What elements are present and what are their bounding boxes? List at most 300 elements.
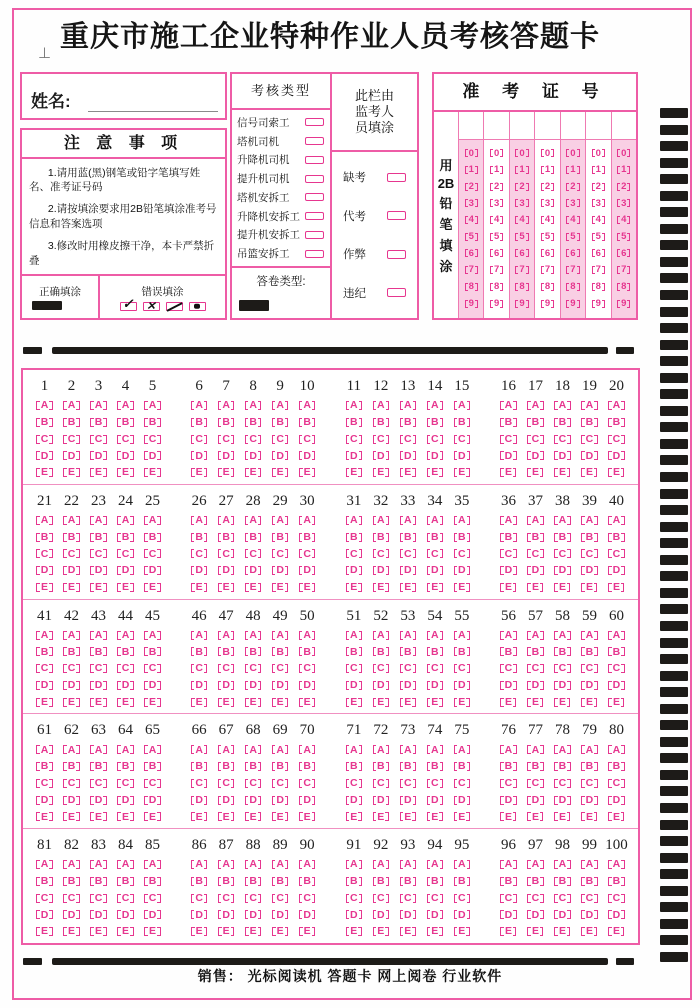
answer-bubble[interactable] <box>500 761 517 772</box>
answer-bubble[interactable] <box>346 467 362 478</box>
answer-bubble[interactable] <box>63 761 80 772</box>
name-input-line[interactable] <box>88 111 218 112</box>
answer-bubble[interactable] <box>191 565 208 576</box>
digit-bubble[interactable] <box>490 165 503 175</box>
answer-bubble[interactable] <box>191 532 208 543</box>
answer-bubble[interactable] <box>454 582 470 593</box>
answer-bubble[interactable] <box>191 549 208 560</box>
answer-bubble[interactable] <box>608 647 625 658</box>
digit-bubble[interactable] <box>541 299 554 309</box>
answer-bubble[interactable] <box>427 400 444 411</box>
answer-bubble[interactable] <box>427 647 444 658</box>
answer-bubble[interactable] <box>608 434 625 445</box>
answer-bubble[interactable] <box>218 761 235 772</box>
answer-bubble[interactable] <box>608 778 625 789</box>
answer-bubble[interactable] <box>608 582 624 593</box>
answer-bubble[interactable] <box>581 565 598 576</box>
answer-bubble[interactable] <box>454 663 471 674</box>
answer-bubble[interactable] <box>454 647 471 658</box>
answer-bubble[interactable] <box>272 795 289 806</box>
digit-bubble[interactable] <box>490 282 503 292</box>
digit-bubble[interactable] <box>566 165 579 175</box>
answer-bubble[interactable] <box>90 795 107 806</box>
digit-bubble[interactable] <box>490 215 503 225</box>
answer-bubble[interactable] <box>500 910 517 921</box>
answer-bubble[interactable] <box>90 893 107 904</box>
answer-bubble[interactable] <box>554 680 571 691</box>
answer-bubble[interactable] <box>144 876 161 887</box>
answer-bubble[interactable] <box>527 745 544 756</box>
admission-write-cell[interactable] <box>612 112 636 140</box>
answer-bubble[interactable] <box>191 697 207 708</box>
answer-bubble[interactable] <box>608 926 624 937</box>
answer-bubble[interactable] <box>144 565 161 576</box>
answer-bubble[interactable] <box>608 910 625 921</box>
answer-bubble[interactable] <box>454 761 471 772</box>
answer-bubble[interactable] <box>454 778 471 789</box>
answer-bubble[interactable] <box>554 467 570 478</box>
answer-bubble[interactable] <box>581 893 598 904</box>
digit-bubble[interactable] <box>541 215 554 225</box>
answer-bubble[interactable] <box>144 467 160 478</box>
answer-bubble[interactable] <box>191 663 208 674</box>
answer-bubble[interactable] <box>218 515 235 526</box>
answer-bubble[interactable] <box>400 582 416 593</box>
answer-bubble[interactable] <box>373 926 389 937</box>
answer-bubble[interactable] <box>117 893 134 904</box>
answer-bubble[interactable] <box>427 910 444 921</box>
digit-bubble[interactable] <box>541 265 554 275</box>
answer-bubble[interactable] <box>218 451 235 462</box>
digit-bubble[interactable] <box>541 282 554 292</box>
answer-bubble[interactable] <box>117 451 134 462</box>
answer-bubble[interactable] <box>218 663 235 674</box>
answer-bubble[interactable] <box>427 582 443 593</box>
answer-bubble[interactable] <box>245 630 262 641</box>
answer-bubble[interactable] <box>36 795 53 806</box>
answer-bubble[interactable] <box>191 910 208 921</box>
answer-bubble[interactable] <box>90 549 107 560</box>
answer-bubble[interactable] <box>36 778 53 789</box>
answer-bubble[interactable] <box>144 795 161 806</box>
digit-bubble[interactable] <box>465 182 478 192</box>
answer-bubble[interactable] <box>500 893 517 904</box>
answer-bubble[interactable] <box>63 565 80 576</box>
answer-bubble[interactable] <box>245 532 262 543</box>
answer-bubble[interactable] <box>191 400 208 411</box>
answer-bubble[interactable] <box>400 778 417 789</box>
answer-bubble[interactable] <box>400 400 417 411</box>
answer-bubble[interactable] <box>454 417 471 428</box>
answer-bubble[interactable] <box>272 778 289 789</box>
answer-bubble[interactable] <box>400 532 417 543</box>
digit-bubble[interactable] <box>566 232 579 242</box>
answer-bubble[interactable] <box>608 680 625 691</box>
answer-bubble[interactable] <box>191 812 207 823</box>
answer-bubble[interactable] <box>117 812 133 823</box>
answer-bubble[interactable] <box>554 451 571 462</box>
answer-bubble[interactable] <box>581 663 598 674</box>
answer-bubble[interactable] <box>346 532 363 543</box>
answer-bubble[interactable] <box>527 630 544 641</box>
answer-bubble[interactable] <box>608 859 625 870</box>
answer-bubble[interactable] <box>272 400 289 411</box>
answer-bubble[interactable] <box>500 549 517 560</box>
answer-bubble[interactable] <box>299 549 316 560</box>
answer-bubble[interactable] <box>500 532 517 543</box>
answer-bubble[interactable] <box>36 582 52 593</box>
answer-bubble[interactable] <box>90 745 107 756</box>
answer-bubble[interactable] <box>346 663 363 674</box>
answer-bubble[interactable] <box>373 697 389 708</box>
proctor-bubble[interactable] <box>387 288 406 297</box>
answer-bubble[interactable] <box>272 663 289 674</box>
digit-bubble[interactable] <box>617 199 630 209</box>
answer-bubble[interactable] <box>191 926 207 937</box>
answer-bubble[interactable] <box>554 812 570 823</box>
admission-write-cell[interactable] <box>510 112 534 140</box>
answer-bubble[interactable] <box>299 434 316 445</box>
answer-bubble[interactable] <box>117 549 134 560</box>
answer-bubble[interactable] <box>272 859 289 870</box>
answer-bubble[interactable] <box>500 647 517 658</box>
answer-bubble[interactable] <box>299 400 316 411</box>
answer-bubble[interactable] <box>299 795 316 806</box>
answer-bubble[interactable] <box>554 515 571 526</box>
answer-bubble[interactable] <box>245 761 262 772</box>
answer-bubble[interactable] <box>373 467 389 478</box>
digit-bubble[interactable] <box>566 265 579 275</box>
answer-bubble[interactable] <box>63 910 80 921</box>
answer-bubble[interactable] <box>427 451 444 462</box>
digit-bubble[interactable] <box>541 249 554 259</box>
answer-bubble[interactable] <box>63 680 80 691</box>
answer-bubble[interactable] <box>608 795 625 806</box>
answer-bubble[interactable] <box>144 778 161 789</box>
answer-bubble[interactable] <box>63 893 80 904</box>
answer-bubble[interactable] <box>500 515 517 526</box>
digit-bubble[interactable] <box>490 199 503 209</box>
digit-bubble[interactable] <box>592 149 605 159</box>
answer-bubble[interactable] <box>427 680 444 691</box>
answer-bubble[interactable] <box>36 926 52 937</box>
answer-bubble[interactable] <box>245 467 261 478</box>
answer-bubble[interactable] <box>500 812 516 823</box>
answer-bubble[interactable] <box>90 876 107 887</box>
answer-bubble[interactable] <box>218 697 234 708</box>
answer-bubble[interactable] <box>608 745 625 756</box>
answer-bubble[interactable] <box>454 565 471 576</box>
answer-bubble[interactable] <box>245 647 262 658</box>
answer-bubble[interactable] <box>527 515 544 526</box>
answer-bubble[interactable] <box>346 697 362 708</box>
exam-type-bubble[interactable] <box>305 250 324 258</box>
answer-bubble[interactable] <box>346 893 363 904</box>
answer-bubble[interactable] <box>218 565 235 576</box>
digit-bubble[interactable] <box>541 182 554 192</box>
answer-bubble[interactable] <box>581 400 598 411</box>
answer-bubble[interactable] <box>373 876 390 887</box>
answer-bubble[interactable] <box>527 680 544 691</box>
answer-bubble[interactable] <box>346 859 363 870</box>
answer-bubble[interactable] <box>299 663 316 674</box>
answer-bubble[interactable] <box>218 745 235 756</box>
answer-bubble[interactable] <box>272 582 288 593</box>
answer-bubble[interactable] <box>373 745 390 756</box>
answer-bubble[interactable] <box>144 417 161 428</box>
answer-bubble[interactable] <box>581 680 598 691</box>
answer-bubble[interactable] <box>400 515 417 526</box>
answer-bubble[interactable] <box>454 680 471 691</box>
answer-bubble[interactable] <box>527 795 544 806</box>
digit-bubble[interactable] <box>515 265 528 275</box>
answer-bubble[interactable] <box>554 697 570 708</box>
answer-bubble[interactable] <box>346 910 363 921</box>
answer-bubble[interactable] <box>299 859 316 870</box>
answer-bubble[interactable] <box>500 697 516 708</box>
answer-bubble[interactable] <box>373 795 390 806</box>
digit-bubble[interactable] <box>490 299 503 309</box>
answer-bubble[interactable] <box>527 926 543 937</box>
answer-bubble[interactable] <box>608 565 625 576</box>
answer-bubble[interactable] <box>272 910 289 921</box>
answer-bubble[interactable] <box>427 663 444 674</box>
answer-bubble[interactable] <box>36 434 53 445</box>
answer-bubble[interactable] <box>191 582 207 593</box>
answer-bubble[interactable] <box>218 417 235 428</box>
answer-bubble[interactable] <box>245 549 262 560</box>
answer-bubble[interactable] <box>527 565 544 576</box>
answer-bubble[interactable] <box>90 630 107 641</box>
answer-bubble[interactable] <box>299 812 315 823</box>
answer-bubble[interactable] <box>191 745 208 756</box>
digit-bubble[interactable] <box>566 299 579 309</box>
exam-type-bubble[interactable] <box>305 175 324 183</box>
answer-bubble[interactable] <box>346 565 363 576</box>
answer-bubble[interactable] <box>346 434 363 445</box>
answer-bubble[interactable] <box>245 565 262 576</box>
answer-bubble[interactable] <box>427 515 444 526</box>
answer-bubble[interactable] <box>427 630 444 641</box>
digit-bubble[interactable] <box>592 282 605 292</box>
answer-bubble[interactable] <box>299 761 316 772</box>
answer-bubble[interactable] <box>373 859 390 870</box>
answer-bubble[interactable] <box>117 926 133 937</box>
answer-bubble[interactable] <box>218 795 235 806</box>
answer-bubble[interactable] <box>90 778 107 789</box>
answer-bubble[interactable] <box>63 778 80 789</box>
answer-bubble[interactable] <box>500 630 517 641</box>
answer-bubble[interactable] <box>90 812 106 823</box>
answer-bubble[interactable] <box>373 549 390 560</box>
answer-bubble[interactable] <box>400 549 417 560</box>
answer-bubble[interactable] <box>581 582 597 593</box>
digit-bubble[interactable] <box>592 182 605 192</box>
answer-bubble[interactable] <box>346 745 363 756</box>
digit-bubble[interactable] <box>617 282 630 292</box>
digit-bubble[interactable] <box>592 165 605 175</box>
exam-type-bubble[interactable] <box>305 137 324 145</box>
answer-bubble[interactable] <box>427 417 444 428</box>
digit-bubble[interactable] <box>490 265 503 275</box>
answer-bubble[interactable] <box>527 778 544 789</box>
answer-bubble[interactable] <box>500 745 517 756</box>
digit-bubble[interactable] <box>566 282 579 292</box>
digit-bubble[interactable] <box>592 215 605 225</box>
answer-bubble[interactable] <box>400 910 417 921</box>
answer-bubble[interactable] <box>454 630 471 641</box>
answer-bubble[interactable] <box>90 565 107 576</box>
answer-bubble[interactable] <box>427 859 444 870</box>
admission-write-cell[interactable] <box>459 112 483 140</box>
answer-bubble[interactable] <box>427 761 444 772</box>
answer-bubble[interactable] <box>373 812 389 823</box>
answer-bubble[interactable] <box>117 680 134 691</box>
answer-bubble[interactable] <box>608 630 625 641</box>
answer-bubble[interactable] <box>527 417 544 428</box>
answer-bubble[interactable] <box>144 434 161 445</box>
answer-bubble[interactable] <box>245 663 262 674</box>
answer-bubble[interactable] <box>36 417 53 428</box>
answer-bubble[interactable] <box>554 532 571 543</box>
answer-bubble[interactable] <box>90 582 106 593</box>
answer-bubble[interactable] <box>500 926 516 937</box>
answer-bubble[interactable] <box>500 434 517 445</box>
answer-bubble[interactable] <box>144 582 160 593</box>
answer-bubble[interactable] <box>554 630 571 641</box>
answer-bubble[interactable] <box>554 647 571 658</box>
proctor-bubble[interactable] <box>387 250 406 259</box>
answer-bubble[interactable] <box>346 926 362 937</box>
answer-bubble[interactable] <box>63 532 80 543</box>
answer-bubble[interactable] <box>454 926 470 937</box>
digit-bubble[interactable] <box>617 265 630 275</box>
answer-bubble[interactable] <box>400 761 417 772</box>
digit-bubble[interactable] <box>541 149 554 159</box>
answer-bubble[interactable] <box>218 467 234 478</box>
digit-bubble[interactable] <box>592 249 605 259</box>
admission-write-cell[interactable] <box>586 112 610 140</box>
answer-bubble[interactable] <box>245 795 262 806</box>
answer-bubble[interactable] <box>608 876 625 887</box>
answer-bubble[interactable] <box>36 812 52 823</box>
answer-bubble[interactable] <box>299 532 316 543</box>
digit-bubble[interactable] <box>465 149 478 159</box>
answer-bubble[interactable] <box>63 582 79 593</box>
answer-bubble[interactable] <box>245 400 262 411</box>
answer-bubble[interactable] <box>373 515 390 526</box>
answer-bubble[interactable] <box>527 582 543 593</box>
digit-bubble[interactable] <box>465 265 478 275</box>
answer-bubble[interactable] <box>554 859 571 870</box>
answer-bubble[interactable] <box>63 549 80 560</box>
answer-bubble[interactable] <box>245 859 262 870</box>
answer-bubble[interactable] <box>191 434 208 445</box>
answer-bubble[interactable] <box>191 680 208 691</box>
answer-bubble[interactable] <box>346 812 362 823</box>
answer-bubble[interactable] <box>218 582 234 593</box>
answer-bubble[interactable] <box>454 532 471 543</box>
answer-bubble[interactable] <box>63 400 80 411</box>
answer-bubble[interactable] <box>400 565 417 576</box>
answer-bubble[interactable] <box>373 680 390 691</box>
answer-bubble[interactable] <box>608 663 625 674</box>
answer-bubble[interactable] <box>299 893 316 904</box>
answer-bubble[interactable] <box>36 893 53 904</box>
exam-type-bubble[interactable] <box>305 193 324 201</box>
digit-bubble[interactable] <box>592 232 605 242</box>
answer-bubble[interactable] <box>346 795 363 806</box>
answer-bubble[interactable] <box>581 549 598 560</box>
answer-bubble[interactable] <box>218 400 235 411</box>
answer-bubble[interactable] <box>272 697 288 708</box>
answer-bubble[interactable] <box>454 697 470 708</box>
answer-bubble[interactable] <box>245 893 262 904</box>
answer-bubble[interactable] <box>373 434 390 445</box>
answer-bubble[interactable] <box>245 778 262 789</box>
digit-bubble[interactable] <box>592 265 605 275</box>
answer-bubble[interactable] <box>500 565 517 576</box>
answer-bubble[interactable] <box>63 515 80 526</box>
proctor-bubble[interactable] <box>387 173 406 182</box>
answer-bubble[interactable] <box>218 549 235 560</box>
answer-bubble[interactable] <box>117 565 134 576</box>
answer-bubble[interactable] <box>90 647 107 658</box>
answer-bubble[interactable] <box>218 876 235 887</box>
answer-bubble[interactable] <box>218 859 235 870</box>
answer-bubble[interactable] <box>373 910 390 921</box>
answer-bubble[interactable] <box>245 697 261 708</box>
answer-bubble[interactable] <box>527 467 543 478</box>
answer-bubble[interactable] <box>454 400 471 411</box>
answer-bubble[interactable] <box>272 549 289 560</box>
digit-bubble[interactable] <box>515 232 528 242</box>
answer-bubble[interactable] <box>346 761 363 772</box>
exam-type-bubble[interactable] <box>305 212 324 220</box>
answer-bubble[interactable] <box>554 926 570 937</box>
answer-bubble[interactable] <box>400 745 417 756</box>
answer-bubble[interactable] <box>346 630 363 641</box>
answer-bubble[interactable] <box>63 859 80 870</box>
answer-bubble[interactable] <box>500 663 517 674</box>
answer-bubble[interactable] <box>117 859 134 870</box>
answer-bubble[interactable] <box>117 515 134 526</box>
answer-bubble[interactable] <box>500 400 517 411</box>
answer-bubble[interactable] <box>527 761 544 772</box>
answer-bubble[interactable] <box>299 515 316 526</box>
digit-bubble[interactable] <box>566 182 579 192</box>
answer-bubble[interactable] <box>554 876 571 887</box>
answer-bubble[interactable] <box>36 876 53 887</box>
answer-bubble[interactable] <box>581 434 598 445</box>
answer-bubble[interactable] <box>191 417 208 428</box>
answer-bubble[interactable] <box>527 434 544 445</box>
answer-bubble[interactable] <box>63 812 79 823</box>
answer-bubble[interactable] <box>400 434 417 445</box>
answer-bubble[interactable] <box>90 926 106 937</box>
answer-bubble[interactable] <box>400 859 417 870</box>
answer-bubble[interactable] <box>581 778 598 789</box>
answer-bubble[interactable] <box>272 434 289 445</box>
answer-bubble[interactable] <box>427 745 444 756</box>
answer-bubble[interactable] <box>191 630 208 641</box>
digit-bubble[interactable] <box>566 199 579 209</box>
answer-bubble[interactable] <box>144 630 161 641</box>
answer-bubble[interactable] <box>454 515 471 526</box>
answer-bubble[interactable] <box>144 859 161 870</box>
answer-bubble[interactable] <box>581 630 598 641</box>
answer-bubble[interactable] <box>373 663 390 674</box>
